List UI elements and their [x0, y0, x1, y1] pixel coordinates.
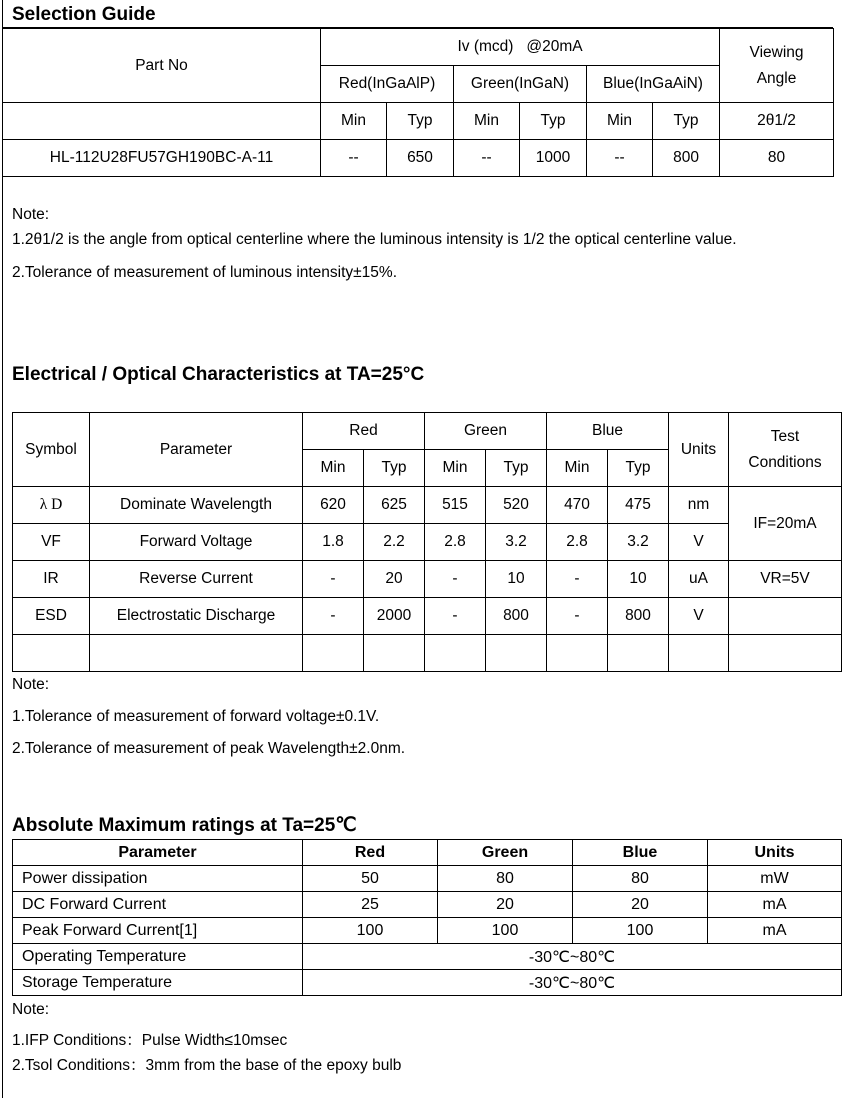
- value-cell: 20: [573, 892, 708, 918]
- value-cell: 2.2: [364, 524, 425, 561]
- value-cell: 50: [303, 866, 438, 892]
- green-typ-value: 1000: [520, 140, 587, 177]
- table-row: [13, 635, 842, 672]
- green-min-value: --: [454, 140, 520, 177]
- selection-guide-title: Selection Guide: [12, 4, 156, 25]
- temperature-range-cell: -30℃~80℃: [303, 970, 842, 996]
- parameter-cell: Storage Temperature: [13, 970, 303, 996]
- value-cell: 100: [303, 918, 438, 944]
- symbol-header: Symbol: [13, 413, 90, 487]
- empty-cell: [486, 635, 547, 672]
- part-no-header: Part No: [3, 29, 321, 103]
- note-title: Note:: [12, 676, 50, 693]
- value-cell: 3.2: [608, 524, 669, 561]
- symbol-cell: ESD: [13, 598, 90, 635]
- typ-label: Typ: [387, 103, 454, 140]
- empty-cell: [303, 635, 364, 672]
- blue-header: Blue: [547, 413, 669, 450]
- value-cell: 10: [608, 561, 669, 598]
- value-cell: -: [303, 561, 364, 598]
- absolute-max-table: [12, 839, 842, 996]
- electrical-table: [12, 412, 842, 672]
- angle-value: 80: [720, 140, 834, 177]
- value-cell: 475: [608, 487, 669, 524]
- note-line: 1.IFP Conditions：Pulse Width≤10msec: [12, 1032, 288, 1049]
- typ-label: Typ: [486, 450, 547, 487]
- value-cell: 520: [486, 487, 547, 524]
- empty-cell: [425, 635, 486, 672]
- units-header: Units: [669, 413, 729, 487]
- min-label: Min: [425, 450, 486, 487]
- units-cell: mA: [708, 918, 842, 944]
- parameter-cell: Peak Forward Current[1]: [13, 918, 303, 944]
- value-cell: 3.2: [486, 524, 547, 561]
- value-cell: 20: [364, 561, 425, 598]
- parameter-header: Parameter: [90, 413, 303, 487]
- typ-label: Typ: [520, 103, 587, 140]
- value-cell: -: [547, 598, 608, 635]
- min-label: Min: [303, 450, 364, 487]
- value-cell: 10: [486, 561, 547, 598]
- empty-cell: [729, 635, 842, 672]
- units-cell: nm: [669, 487, 729, 524]
- parameter-cell: Dominate Wavelength: [90, 487, 303, 524]
- temperature-range-cell: -30℃~80℃: [303, 944, 842, 970]
- value-cell: 80: [438, 866, 573, 892]
- typ-label: Typ: [608, 450, 669, 487]
- typ-label: Typ: [364, 450, 425, 487]
- note-line: 1.2θ1/2 is the angle from optical centerline where the luminous intensity is 1/2 the optical centerline value.: [12, 231, 737, 248]
- red-header: Red: [303, 840, 438, 866]
- table-row: [13, 892, 842, 918]
- value-cell: 1.8: [303, 524, 364, 561]
- value-cell: 515: [425, 487, 486, 524]
- absolute-max-title: Absolute Maximum ratings at Ta=25℃: [12, 815, 357, 836]
- typ-label: Typ: [653, 103, 720, 140]
- blue-header: Blue: [573, 840, 708, 866]
- symbol-cell: λ D: [13, 487, 90, 524]
- empty-cell: [13, 635, 90, 672]
- green-header: Green: [438, 840, 573, 866]
- parameter-cell: Forward Voltage: [90, 524, 303, 561]
- parameter-cell: Power dissipation: [13, 866, 303, 892]
- parameter-cell: DC Forward Current: [13, 892, 303, 918]
- value-cell: 2000: [364, 598, 425, 635]
- min-label: Min: [587, 103, 653, 140]
- value-cell: 625: [364, 487, 425, 524]
- empty-cell: [669, 635, 729, 672]
- value-cell: 2.8: [547, 524, 608, 561]
- value-cell: 25: [303, 892, 438, 918]
- value-cell: -: [425, 598, 486, 635]
- table-row: [13, 598, 842, 635]
- table-row: [13, 918, 842, 944]
- table-row: [3, 140, 834, 177]
- value-cell: -: [425, 561, 486, 598]
- units-cell: V: [669, 524, 729, 561]
- min-label: Min: [454, 103, 520, 140]
- blue-min-value: --: [587, 140, 653, 177]
- blue-typ-value: 800: [653, 140, 720, 177]
- units-cell: uA: [669, 561, 729, 598]
- parameter-cell: Operating Temperature: [13, 944, 303, 970]
- iv-header: Iv (mcd) @20mA: [321, 29, 720, 66]
- electrical-title: Electrical / Optical Characteristics at TA=25°C: [12, 364, 425, 385]
- note-title: Note:: [12, 206, 50, 223]
- red-min-value: --: [321, 140, 387, 177]
- red-header: Red: [303, 413, 425, 450]
- table-row: [13, 944, 842, 970]
- condition-cell: VR=5V: [729, 561, 842, 598]
- empty-cell: [608, 635, 669, 672]
- units-cell: mA: [708, 892, 842, 918]
- condition-cell: IF=20mA: [729, 487, 842, 561]
- value-cell: 470: [547, 487, 608, 524]
- value-cell: 20: [438, 892, 573, 918]
- empty-cell: [90, 635, 303, 672]
- note-line: 2.Tolerance of measurement of luminous intensity±15%.: [12, 264, 398, 281]
- blue-header: Blue(InGaAiN): [587, 66, 720, 103]
- empty-cell: [729, 598, 842, 635]
- units-cell: V: [669, 598, 729, 635]
- red-header: Red(InGaAlP): [321, 66, 454, 103]
- min-label: Min: [321, 103, 387, 140]
- parameter-header: Parameter: [13, 840, 303, 866]
- green-header: Green(InGaN): [454, 66, 587, 103]
- empty-cell: [547, 635, 608, 672]
- part-no-value: HL-112U28FU57GH190BC-A-11: [3, 140, 321, 177]
- table-row: [13, 970, 842, 996]
- value-cell: -: [303, 598, 364, 635]
- empty-cell: [364, 635, 425, 672]
- note-title: Note:: [12, 1001, 50, 1018]
- value-cell: 2.8: [425, 524, 486, 561]
- empty-cell: [3, 103, 321, 140]
- test-conditions-header: Test Conditions: [729, 413, 842, 487]
- value-cell: 800: [486, 598, 547, 635]
- min-label: Min: [547, 450, 608, 487]
- angle-symbol: 2θ1/2: [720, 103, 834, 140]
- selection-guide-table: [2, 28, 834, 177]
- green-header: Green: [425, 413, 547, 450]
- table-row: [13, 487, 842, 524]
- value-cell: 100: [573, 918, 708, 944]
- note-line: 2.Tolerance of measurement of peak Wavelength±2.0nm.: [12, 740, 406, 757]
- symbol-cell: VF: [13, 524, 90, 561]
- parameter-cell: Reverse Current: [90, 561, 303, 598]
- units-cell: mW: [708, 866, 842, 892]
- table-row: [13, 561, 842, 598]
- value-cell: 80: [573, 866, 708, 892]
- red-typ-value: 650: [387, 140, 454, 177]
- value-cell: 100: [438, 918, 573, 944]
- viewing-angle-header: Viewing Angle: [720, 29, 834, 103]
- parameter-cell: Electrostatic Discharge: [90, 598, 303, 635]
- value-cell: -: [547, 561, 608, 598]
- note-line: 2.Tsol Conditions：3mm from the base of the epoxy bulb: [12, 1057, 402, 1074]
- table-row: [13, 866, 842, 892]
- symbol-cell: IR: [13, 561, 90, 598]
- note-line: 1.Tolerance of measurement of forward voltage±0.1V.: [12, 708, 380, 725]
- value-cell: 620: [303, 487, 364, 524]
- value-cell: 800: [608, 598, 669, 635]
- units-header: Units: [708, 840, 842, 866]
- table-row: [13, 524, 842, 561]
